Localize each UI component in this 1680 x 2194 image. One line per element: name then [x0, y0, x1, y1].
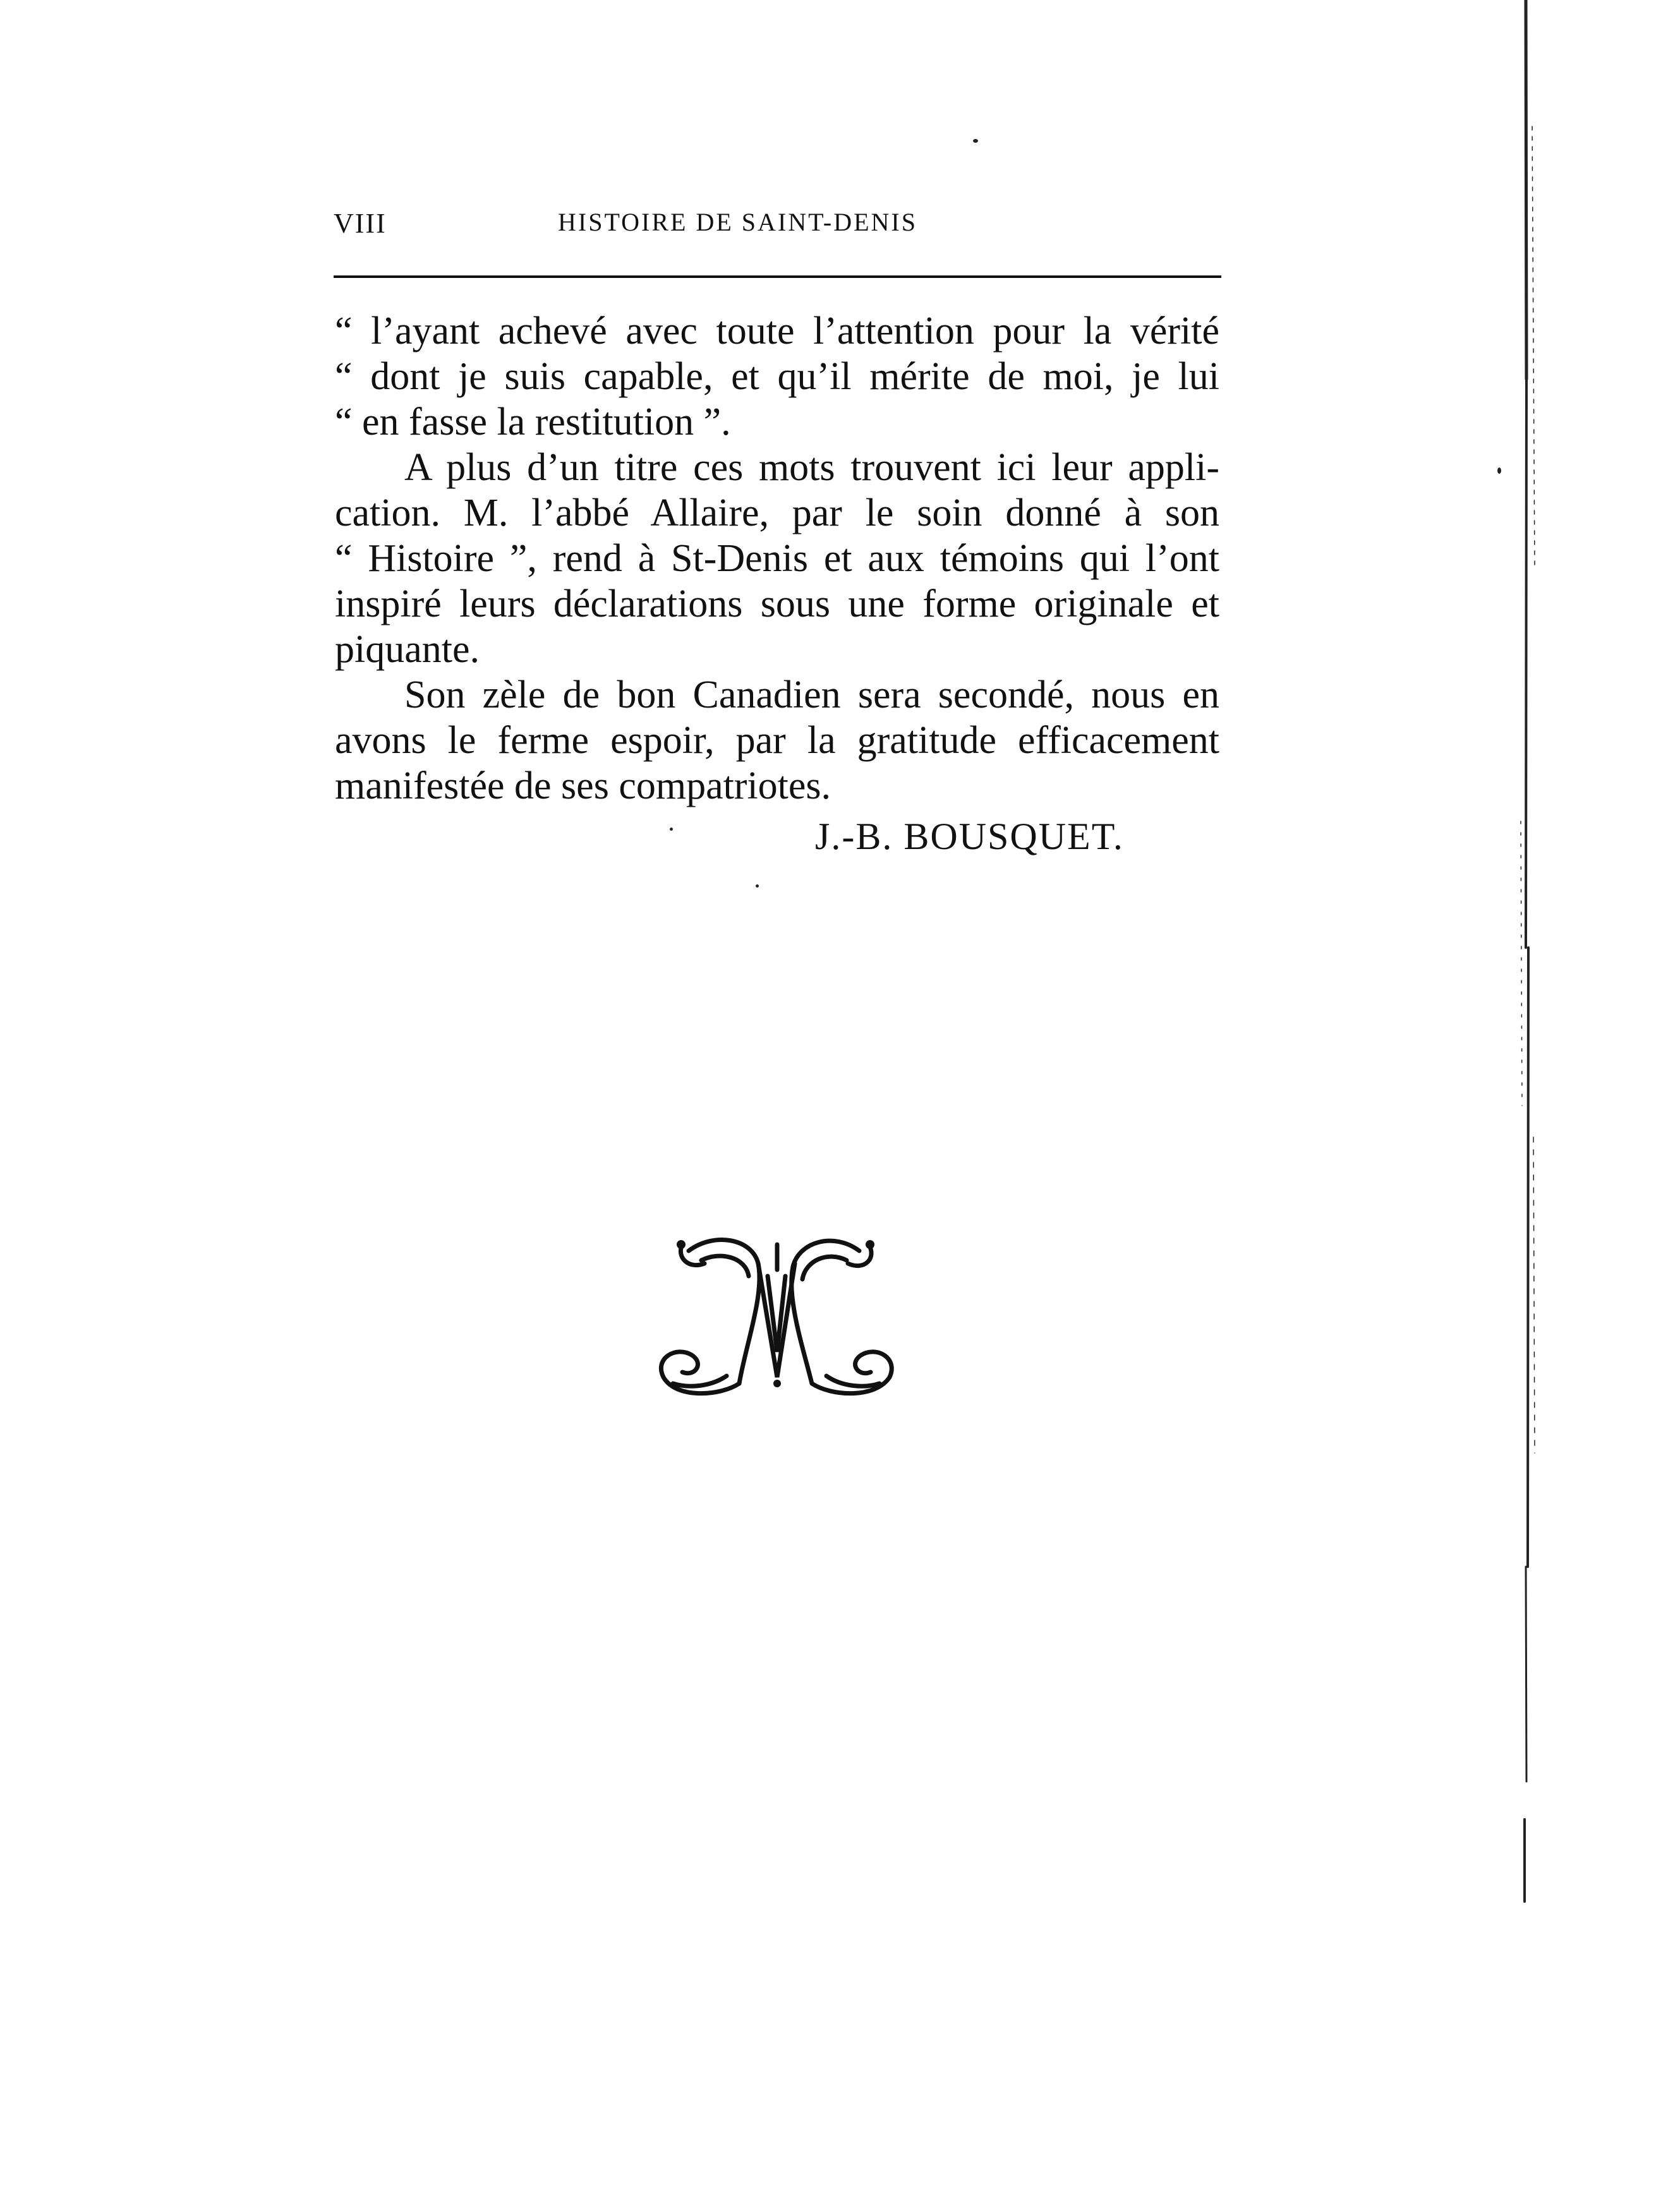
page-number: VIII	[334, 208, 387, 239]
text-line: “ en fasse la restitution ”.	[335, 401, 731, 443]
ink-speck	[756, 884, 759, 888]
text-line: Son zèle de bon Canadien sera secondé, nous en	[404, 673, 1219, 716]
text-line: avons le ferme espoir, par la gratitude efficacement	[335, 719, 1219, 762]
header-rule	[334, 275, 1221, 278]
running-head: HISTOIRE DE SAINT-DENIS	[558, 208, 917, 236]
ink-speck	[973, 139, 978, 143]
body-text	[335, 308, 1219, 809]
text-line: “ dont je suis capable, et qu’il mérite de moi, je lui	[335, 355, 1219, 398]
ink-speck	[1497, 467, 1501, 474]
text-line: inspiré leurs déclarations sous une forme originale et	[335, 582, 1219, 625]
text-line: cation. M. l’abbé Allaire, par le soin donné à son	[335, 491, 1219, 534]
page-edge-shadow	[1507, 0, 1545, 1908]
text-line: “ Histoire ”, rend à St-Denis et aux témoins qui l’ont	[335, 537, 1219, 580]
monogram-fleuron-icon	[651, 1226, 903, 1402]
text-line: piquante.	[335, 628, 480, 671]
text-line: A plus d’un titre ces mots trouvent ici leur appli-	[404, 446, 1219, 489]
text-line: manifestée de ses compatriotes.	[335, 764, 831, 807]
text-line: “ l’ayant achevé avec toute l’attention pour la vérité	[335, 310, 1219, 353]
page-header	[334, 201, 1224, 245]
signature: J.-B. BOUSQUET.	[815, 816, 1124, 857]
ink-speck	[670, 828, 673, 831]
